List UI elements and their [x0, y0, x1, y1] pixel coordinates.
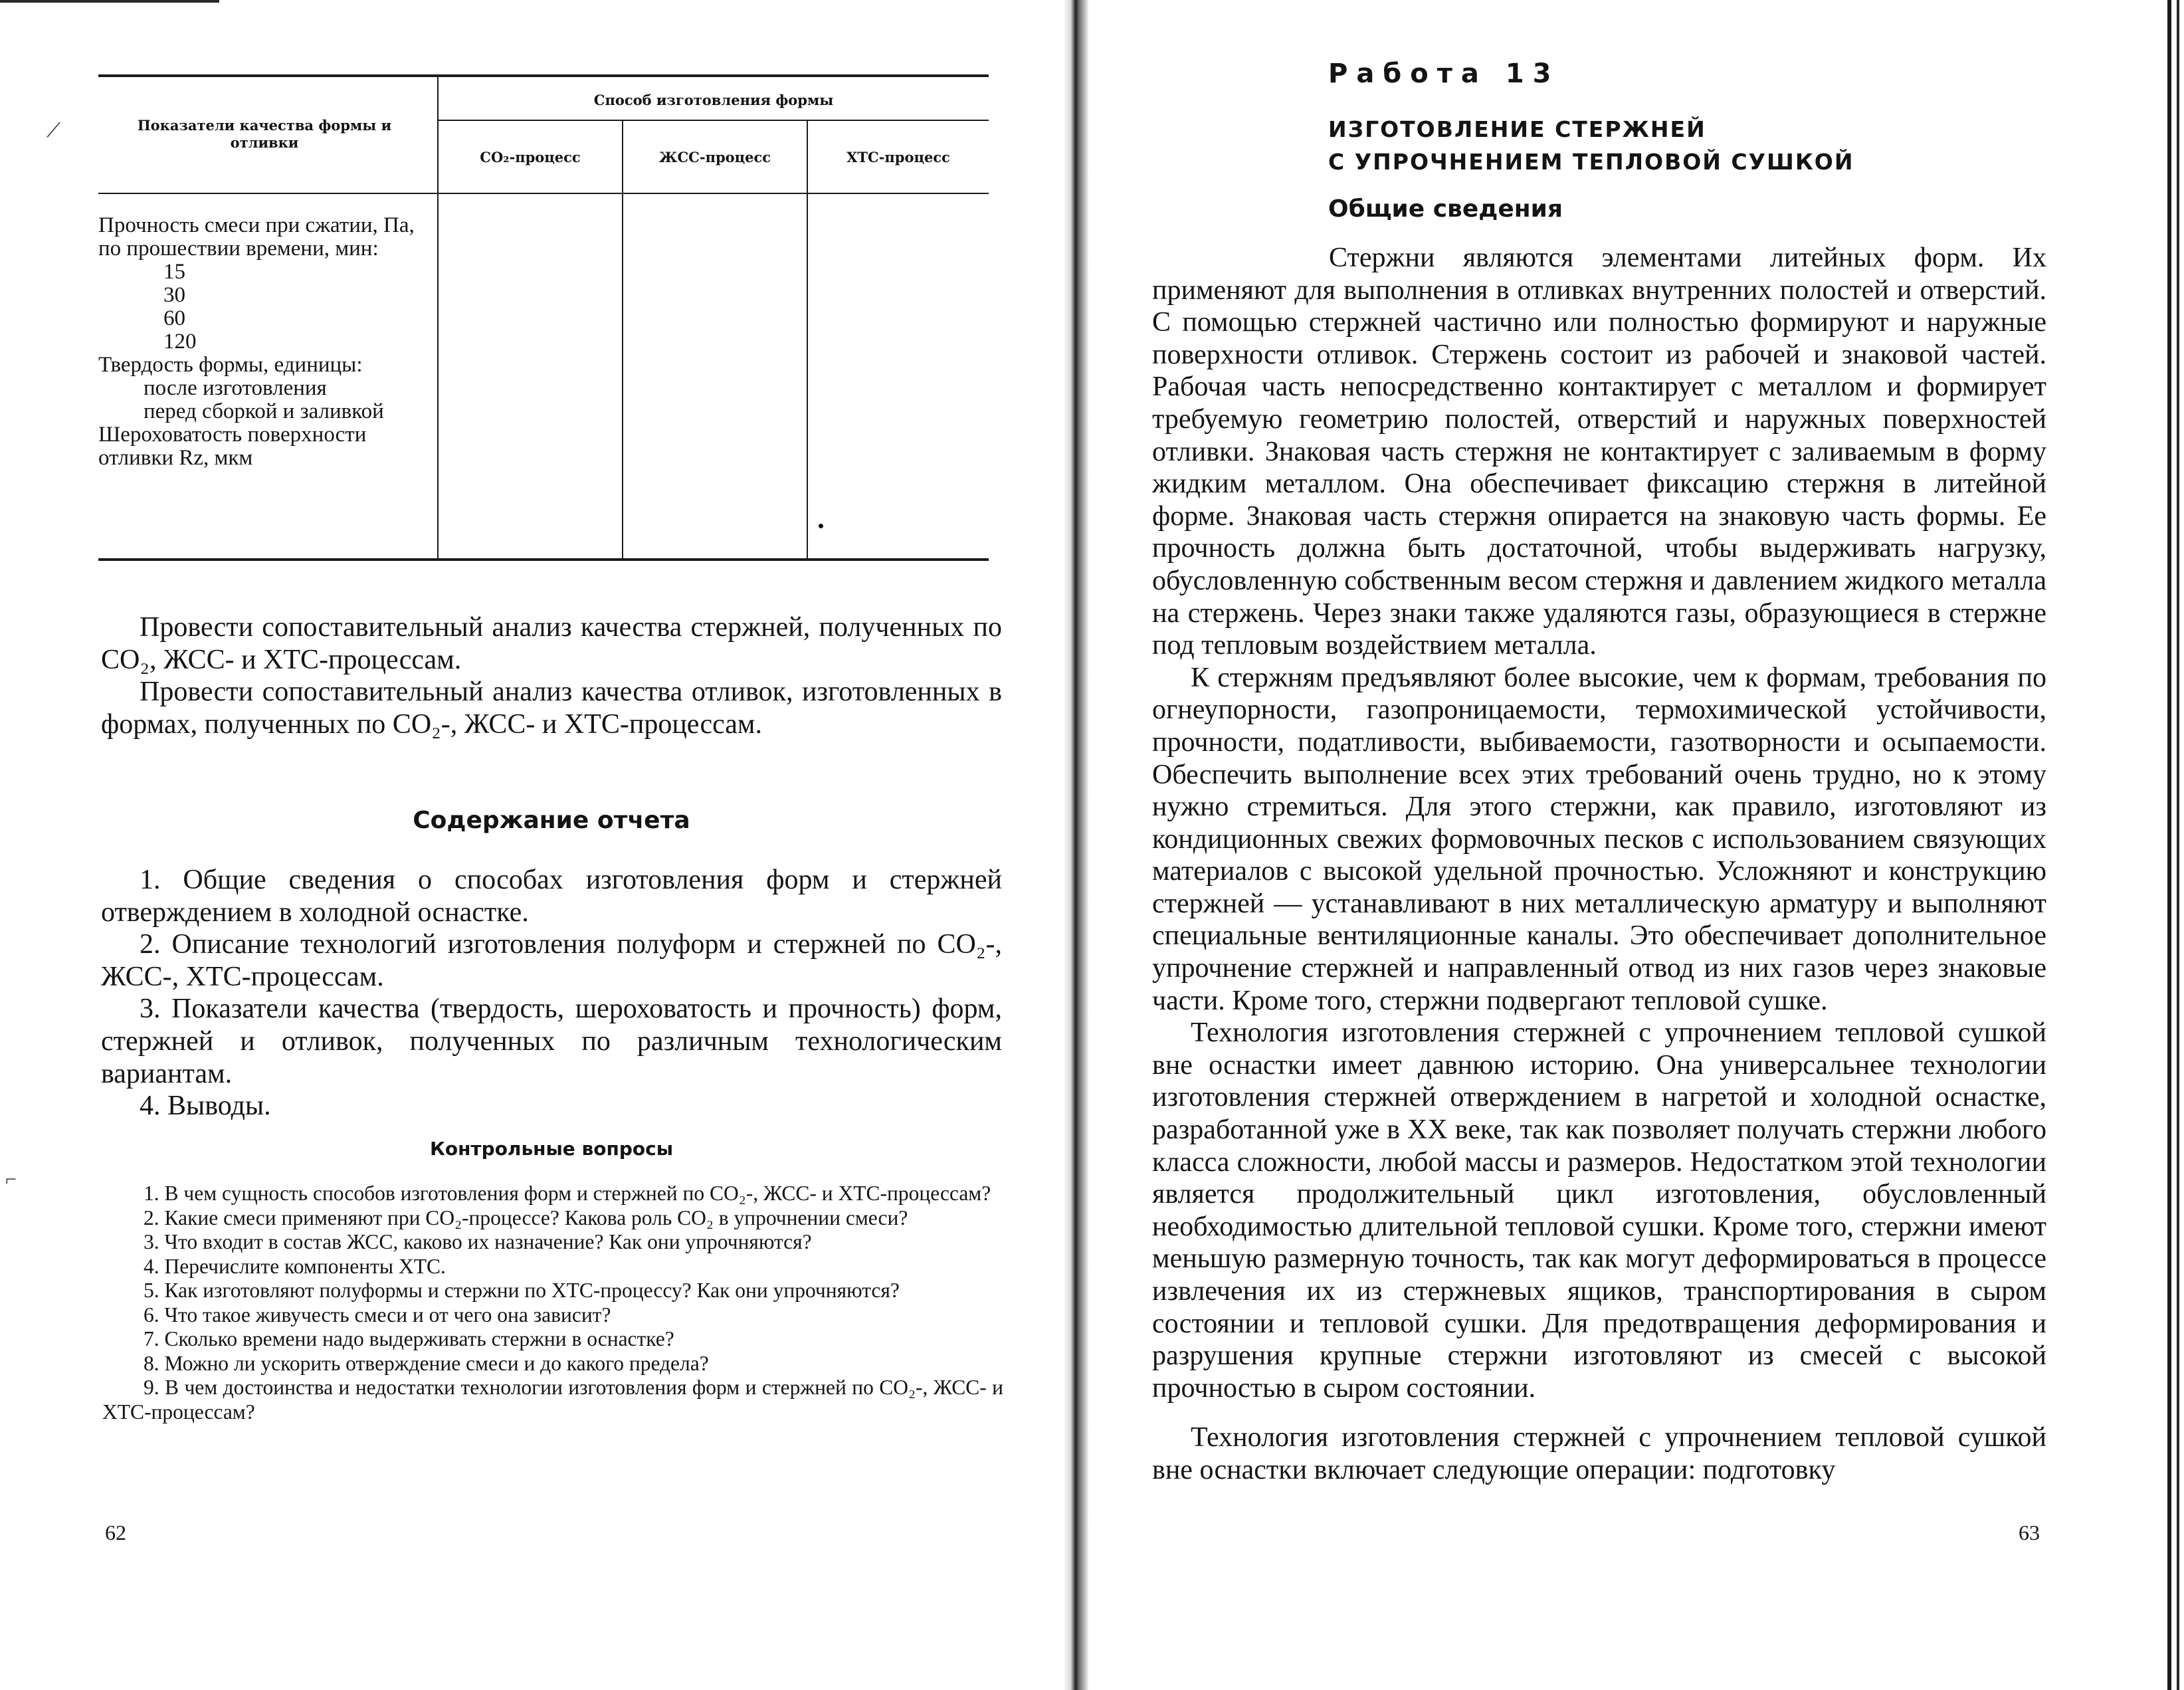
left-page [0, 0, 1080, 1690]
table-row-label: Шероховатость поверхности отливки Rz, мкм [98, 422, 367, 470]
page-number-right: 63 [2019, 1521, 2040, 1544]
question-item: 1. В чем сущность способов изготовления форм и стержней по CO₂-, ЖСС- и ХТС-процессам? [144, 1182, 991, 1205]
report-item: 4. Выводы. [140, 1091, 271, 1122]
table-row-label: 15 [163, 259, 185, 284]
right-page-edge [2177, 0, 2179, 1690]
quality-table [98, 66, 989, 558]
paragraph: Стержни являются элементами литейных форм. Их применяют для выполнения в отливках внутренних полостей и отверстий. С помощью стержней частично или полностью формируют и наружные поверхности отливок. Стержень состоит из рабочей и знаковой частей. Рабочая часть непосредственно контактирует с металлом и формирует требуемую геометрию полостей, отверстий и наружных поверхностей отливки. Знаковая часть стержня не контактирует с заливаемым в форму жидким металлом. Она обеспечивает фиксацию стержня в литейной форме. Знаковая часть стержня опирается на знаковую часть формы. Ее прочность должна быть достаточной, чтобы выдерживать нагрузку, обусловленную собственным весом стержня и давлением жидкого металла на стержень. Через знаки также удаляются газы, образующиеся в стержне под тепловым воздействием металла. [1152, 243, 2046, 661]
question-item: 6. Что такое живучесть смеси и от чего она зависит? [144, 1303, 611, 1326]
question-item: 5. Как изготовляют полуформы и стержни по ХТС-процессу? Как они упрочняются? [144, 1279, 900, 1302]
table-col-khts: ХТС-процесс [846, 149, 950, 165]
table-speck [819, 524, 823, 528]
table-row-label: 120 [163, 329, 197, 354]
margin-tick-mark: ⌐ [5, 1168, 17, 1190]
question-item: 9. В чем достоинства и недостатки технологии изготовления форм и стержней по CO₂-, ЖСС- и ХТС-процессам? [102, 1376, 1003, 1424]
table-col-divider [622, 121, 623, 558]
margin-tick-mark: ⟋ [47, 120, 60, 142]
table-row-labels [98, 214, 431, 470]
table-col-divider [437, 76, 439, 558]
analysis-paragraphs [101, 611, 1002, 740]
table-row-label: Твердость формы, единицы: [98, 352, 363, 377]
questions-heading: Контрольные вопросы [429, 1138, 674, 1160]
report-item: 3. Показатели качества (твердость, шероховатость и прочность) форм, стержней и отливок, полученных по различным технологическим вариантам. [101, 994, 1002, 1089]
table-bottom-rule [98, 558, 989, 561]
question-item: 4. Перечислите компоненты ХТС. [144, 1254, 446, 1278]
table-header-rule [98, 193, 989, 194]
work-subtitle-line: С УПРОЧНЕНИЕМ ТЕПЛОВОЙ СУШКОЙ [1328, 149, 1854, 175]
questions-list [102, 1182, 1003, 1424]
report-heading: Содержание отчета [413, 807, 690, 834]
table-col-zhss: ЖСС-процесс [658, 149, 771, 165]
report-items [101, 864, 1002, 1122]
table-group-rule [437, 120, 989, 121]
table-row-label: после изготовления [144, 375, 327, 400]
table-top-rule [98, 74, 989, 77]
page-number-left: 62 [105, 1521, 126, 1544]
question-item: 7. Сколько времени надо выдерживать стержни в оснастке? [144, 1327, 674, 1350]
right-page-edge [2167, 0, 2171, 1690]
question-item: 2. Какие смеси применяют при CO₂-процессе? Какова роль CO₂ в упрочнении смеси? [144, 1206, 908, 1229]
question-item: 8. Можно ли ускорить отверждение смеси и до какого предела? [144, 1351, 709, 1375]
table-header-method: Способ изготовления формы [593, 92, 834, 108]
table-header-indicators: Показатели качества формы и отливки [137, 117, 392, 152]
table-row-label: 60 [163, 306, 185, 330]
paragraph: Технология изготовления стержней с упрочнением тепловой сушкой вне оснастки включает следующие операции: подготовку [1152, 1422, 2046, 1485]
table-row-label: перед сборкой и заливкой [144, 399, 384, 423]
top-edge-mark [0, 0, 219, 3]
report-item: 2. Описание технологий изготовления полуформ и стержней по CO₂-, ЖСС-, ХТС-процессам. [101, 929, 1002, 992]
work-title: Работа 13 [1328, 58, 1560, 89]
table-col-divider [807, 121, 808, 558]
general-info-text [1152, 242, 2046, 1487]
work-subtitle-line: ИЗГОТОВЛЕНИЕ СТЕРЖНЕЙ [1328, 116, 1706, 142]
table-row-label: Прочность смеси при сжатии, Па, по прошествии времени, мин: [98, 213, 415, 261]
paragraph: Провести сопоставительный анализ качества отливок, изготовленных в формах, полученных по CO₂-, ЖСС- и ХТС-процессам. [101, 677, 1002, 740]
table-row-label: 30 [163, 282, 185, 307]
paragraph: К стержням предъявляют более высокие, чем к формам, требования по огнеупорности, газопроницаемости, термохимической устойчивости, прочности, податливости, выбиваемости, газотворности и осыпаемости. Обеспечить выполнение всех этих требований очень трудно, но к этому нужно стремиться. Для этого стержни, как правило, изготовляют из кондиционных свежих формовочных песков с использованием связующих материалов с высокой удельной прочностью. Усложняют и конструкцию стержней — устанавливают в них металлическую арматуру и выполняют специальные вентиляционные каналы. Это обеспечивает дополнительное упрочнение стержней и направленный отвод из них газов через знаковые части. Кроме того, стержни подвергают тепловой сушке. [1152, 662, 2046, 1016]
question-item: 3. Что входит в состав ЖСС, каково их назначение? Как они упрочняются? [144, 1230, 812, 1253]
report-item: 1. Общие сведения о способах изготовления форм и стержней отверждением в холодной оснастке. [101, 865, 1002, 928]
table-col-co2: CO₂-процесс [480, 149, 581, 165]
paragraph: Провести сопоставительный анализ качества стержней, полученных по CO₂, ЖСС- и ХТС-процессам. [101, 612, 1002, 675]
paragraph: Технология изготовления стержней с упрочнением тепловой сушкой вне оснастки имеет давнюю историю. Она универсальнее технологии изготовления стержней отверждением в нагретой и холодной оснастке, разработанной уже в XX веке, так как позволяет получать стержни любого класса сложности, любой массы и размеров. Недостатком этой технологии является продолжительный цикл изготовления, обусловленный необходимостью длительной тепловой сушки. Кроме того, стержни имеют меньшую размерную точность, так как могут деформироваться в процессе извлечения их из стержневых ящиков, транспортирования в сыром состоянии и тепловой сушки. Для предотвращения деформирования и разрушения крупные стержни изготовляют из смесей с высокой прочностью в сыром состоянии. [1152, 1017, 2046, 1404]
work-subtitle [1328, 113, 1854, 178]
section-heading: Общие сведения [1328, 195, 1563, 223]
